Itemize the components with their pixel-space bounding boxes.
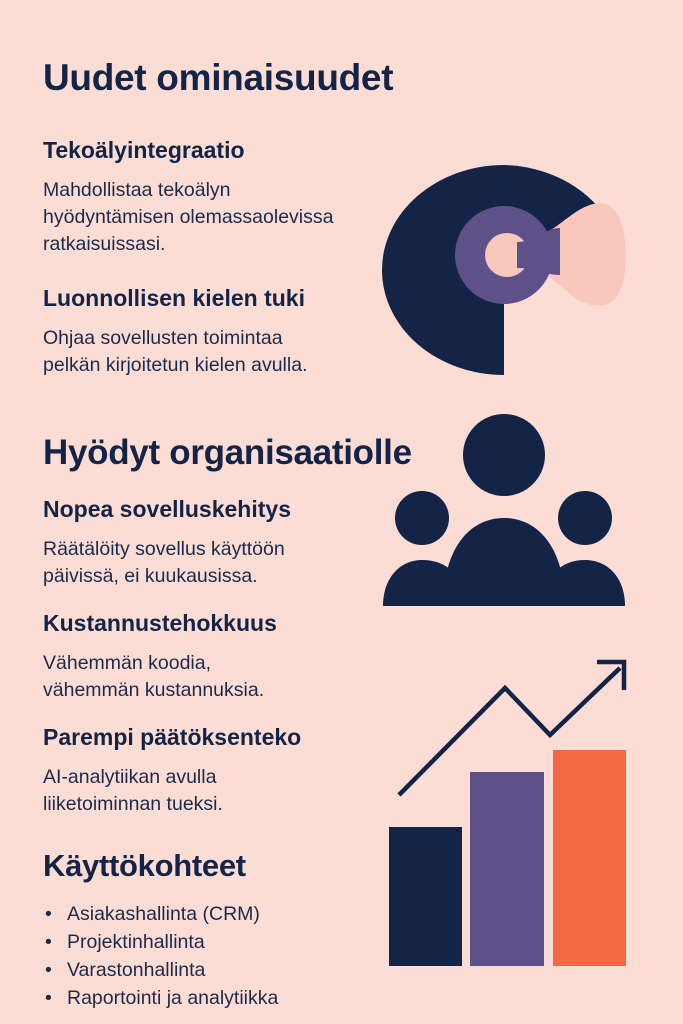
benefit-desc-speed-line: Räätälöity sovellus käyttöön xyxy=(43,538,285,560)
use-case-item: • Projektinhallinta xyxy=(43,928,278,956)
benefit-desc-cost-line: Vähemmän koodia, xyxy=(43,652,212,674)
use-cases-list xyxy=(43,900,278,1012)
features-title: Uudet ominaisuudet xyxy=(43,57,394,98)
benefit-desc-decisions-line: liiketoiminnan tueksi. xyxy=(43,793,223,815)
benefit-desc-cost-line: vähemmän kustannuksia. xyxy=(43,679,265,701)
benefits-title: Hyödyt organisaatiolle xyxy=(43,433,412,472)
growth-bar-1 xyxy=(389,827,462,966)
benefit-desc-speed-line: päivissä, ei kuukausissa. xyxy=(43,565,258,587)
benefit-heading-decisions: Parempi päätöksenteko xyxy=(43,724,302,750)
feature-desc-ai-line: Mahdollistaa tekoälyn xyxy=(43,179,231,201)
feature-desc-nlp-line: pelkän kirjoitetun kielen avulla. xyxy=(43,354,308,376)
benefit-desc-decisions-line: AI-analytiikan avulla xyxy=(43,766,217,788)
benefit-heading-speed: Nopea sovelluskehitys xyxy=(43,496,291,522)
use-case-item: • Raportointi ja analytiikka xyxy=(43,984,278,1012)
use-cases-title: Käyttökohteet xyxy=(43,848,246,883)
feature-heading-nlp: Luonnollisen kielen tuki xyxy=(43,285,305,311)
feature-desc-nlp-line: Ohjaa sovellusten toimintaa xyxy=(43,327,283,349)
feature-desc-ai-line: hyödyntämisen olemassaolevissa xyxy=(43,206,334,228)
benefit-heading-cost: Kustannustehokkuus xyxy=(43,610,277,636)
growth-bar-2 xyxy=(470,772,544,966)
feature-heading-ai: Tekoälyintegraatio xyxy=(43,137,245,163)
use-case-item: • Varastonhallinta xyxy=(43,956,278,984)
growth-bar-3 xyxy=(553,750,626,966)
feature-desc-ai-line: ratkaisuissasi. xyxy=(43,233,166,255)
use-case-item: • Asiakashallinta (CRM) xyxy=(43,900,278,928)
